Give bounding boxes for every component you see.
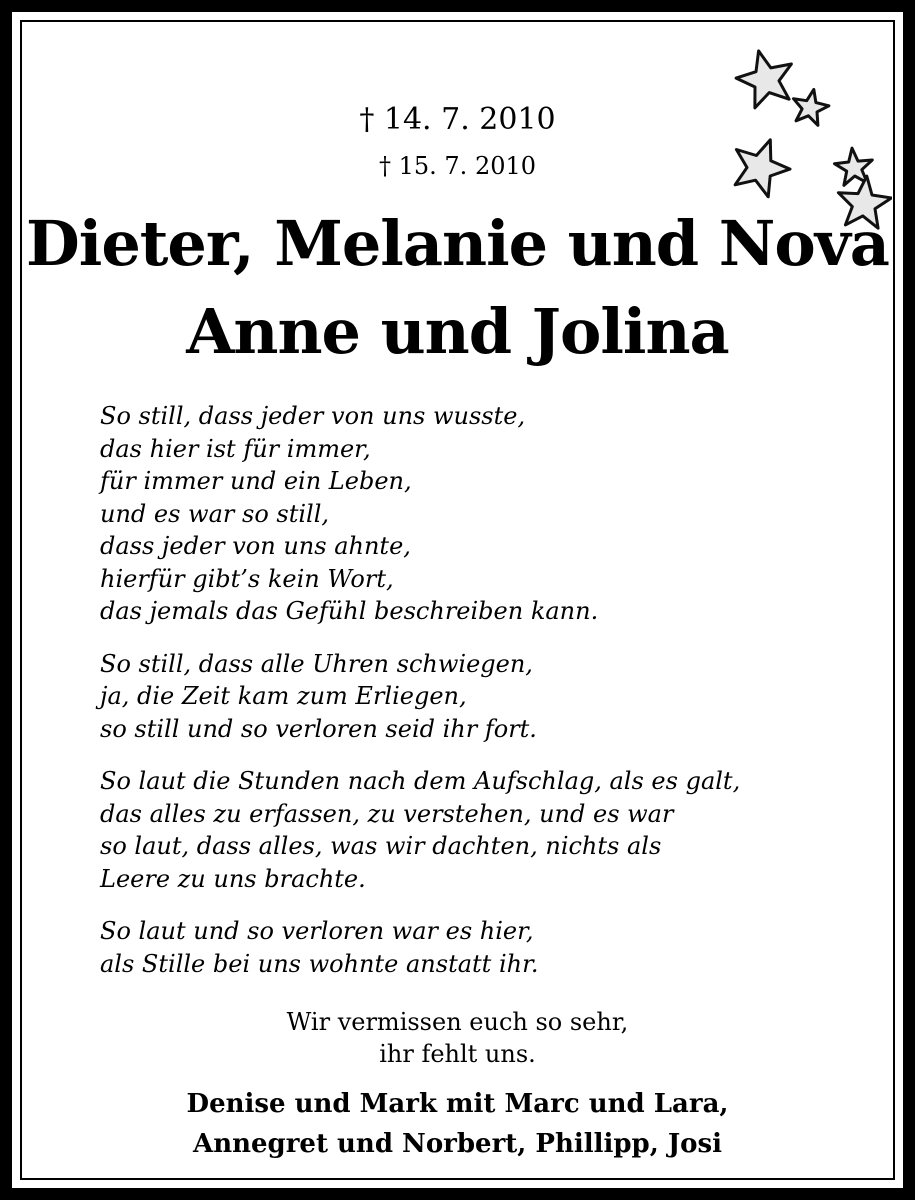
poem-line: das jemals das Gefühl beschreiben kann.: [100, 597, 599, 625]
poem-line: So still, dass alle Uhren schwiegen,: [100, 649, 533, 678]
poem-line: das hier ist für immer,: [100, 434, 371, 463]
poem-line: als Stille bei uns wohnte anstatt ihr.: [100, 949, 539, 978]
closing-message: [22, 1006, 893, 1070]
poem-stanza: [100, 400, 853, 628]
poem-stanza: [100, 648, 853, 746]
poem: [100, 400, 853, 1000]
closing-line-1: Wir vermissen euch so sehr,: [286, 1008, 629, 1036]
poem-line: so laut, dass alles, was wir dachten, nichts als: [100, 832, 662, 860]
poem-line: dass jeder von uns ahnte,: [100, 532, 411, 560]
poem-line: So still, dass jeder von uns wusste,: [100, 402, 526, 430]
poem-line: ja, die Zeit kam zum Erliegen,: [100, 682, 467, 710]
poem-stanza: [100, 915, 853, 980]
poem-line: Leere zu uns brachte.: [100, 864, 366, 893]
names-line-1: Dieter, Melanie und Nova: [26, 207, 889, 280]
poem-line: das alles zu erfassen, zu verstehen, und es war: [100, 799, 674, 828]
closing-line-2: ihr fehlt uns.: [379, 1040, 536, 1068]
border-gap: [12, 12, 903, 1188]
names-line-2: Anne und Jolina: [186, 295, 729, 368]
poem-line: und es war so still,: [100, 499, 330, 528]
signers-line-1: Denise und Mark mit Marc und Lara,: [186, 1089, 729, 1119]
poem-line: so still und so verloren seid ihr fort.: [100, 714, 537, 743]
poem-line: für immer und ein Leben,: [100, 467, 412, 495]
signers: [22, 1084, 893, 1164]
poem-line: So laut die Stunden nach dem Aufschlag, als es galt,: [100, 767, 741, 795]
signers-line-2: Annegret und Norbert, Phillipp, Josi: [193, 1129, 722, 1159]
poem-stanza: [100, 765, 853, 895]
death-date-2: † 15. 7. 2010: [378, 152, 537, 180]
deceased-names: [22, 200, 893, 376]
inner-border: [20, 20, 895, 1180]
poem-line: So laut und so verloren war es hier,: [100, 917, 534, 945]
poem-line: hierfür gibt’s kein Wort,: [100, 564, 394, 593]
death-date-1: † 14. 7. 2010: [359, 102, 556, 137]
notice-content: [22, 22, 893, 1178]
